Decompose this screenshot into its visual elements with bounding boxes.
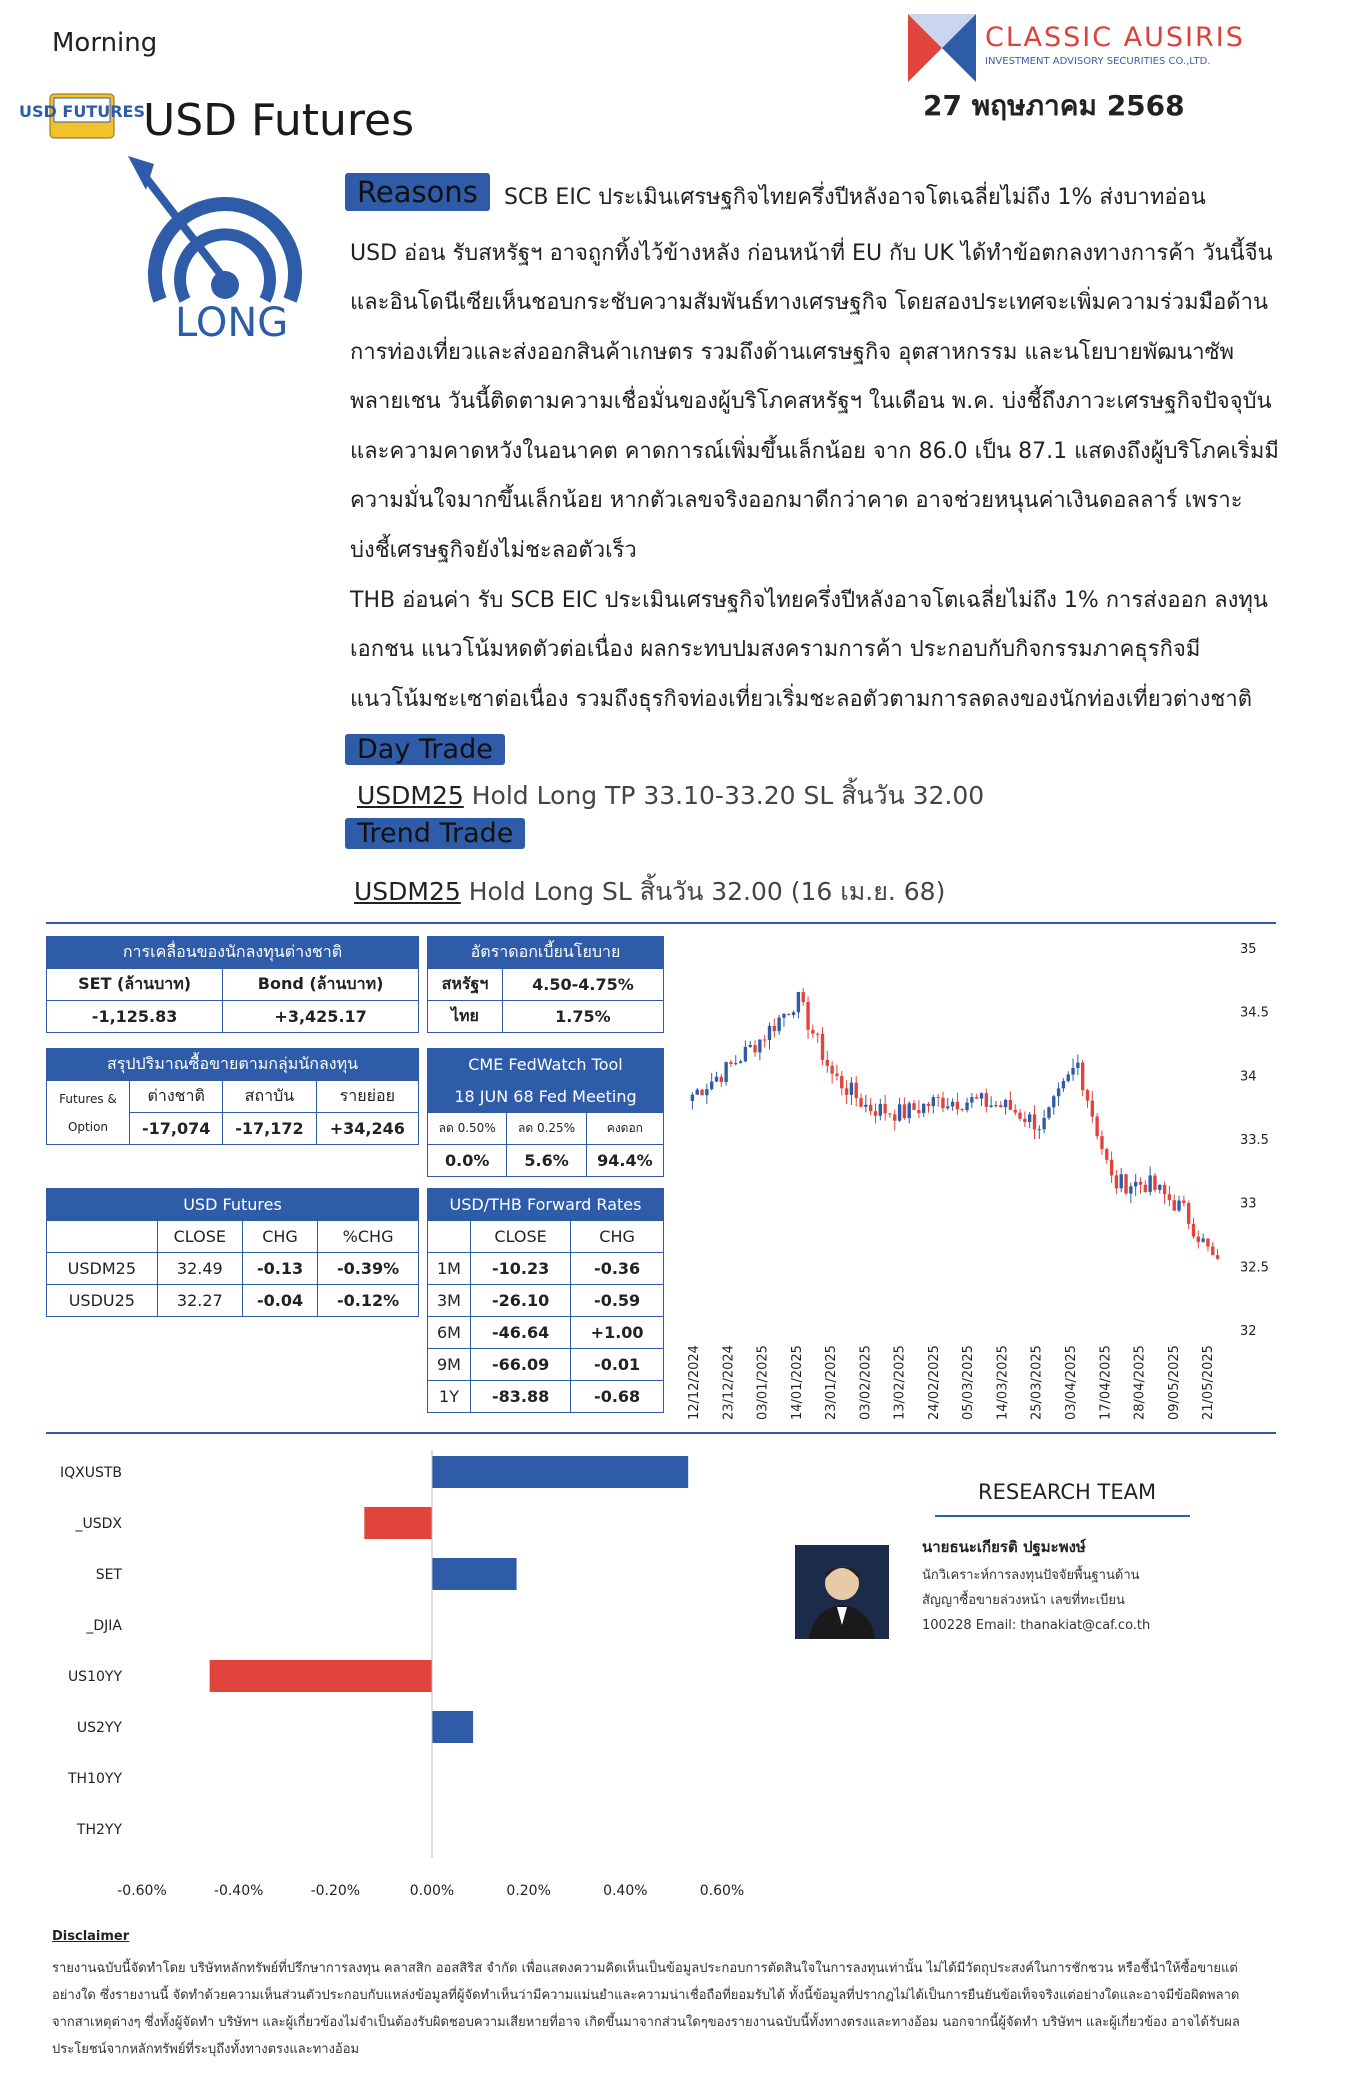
candle-body bbox=[1062, 1081, 1065, 1088]
investor-groups-row-label: Futures & Option bbox=[47, 1081, 130, 1145]
candle-body bbox=[753, 1045, 756, 1052]
foreign-flow-col2: Bond (ล้านบาท) bbox=[223, 969, 419, 1001]
bar bbox=[432, 1711, 473, 1743]
candle-body bbox=[729, 1062, 732, 1064]
analyst-avatar bbox=[795, 1545, 889, 1639]
candle-body bbox=[763, 1039, 766, 1040]
y-tick-label: 34 bbox=[1240, 1069, 1257, 1085]
x-tick-label: 0.40% bbox=[603, 1883, 648, 1899]
x-tick-label: -0.40% bbox=[213, 1883, 264, 1899]
candle-body bbox=[1071, 1068, 1074, 1075]
candle-body bbox=[859, 1098, 862, 1107]
candle-body bbox=[864, 1105, 867, 1107]
reason-line-8: บ่งชี้เศรษฐกิจยังไม่ชะลอตัวเร็ว bbox=[350, 538, 637, 563]
bar-category-label: SET bbox=[95, 1567, 122, 1583]
disclaimer-title: Disclaimer bbox=[52, 1929, 130, 1944]
candle-body bbox=[985, 1093, 988, 1107]
candle-body bbox=[710, 1082, 713, 1090]
candle-body bbox=[917, 1110, 920, 1113]
candle-body bbox=[1129, 1186, 1132, 1193]
forward-rates-table bbox=[427, 1188, 664, 1413]
forward-rates-tenor: 6M bbox=[428, 1317, 471, 1349]
usd-futures-chg: -0.13 bbox=[242, 1253, 317, 1285]
disclaimer-text: รายงานฉบับนี้จัดทำโดย บริษัทหลักทรัพย์ที่ปรึกษาการลงทุน คลาสสิก ออสสิริส จำกัด เพื่อแสดงความคิดเห็นเป็นข้อมูลประกอบการตัดสินใจในการลงทุนเท่านั้น ไม่ได้มีวัตถุประสงค์ในการชักชวน หรือชี้นำให้ซื้อขายแต่อย่างใด ซึ่งรายงานนี้ จัดทำด้วยความเห็นส่วนตัวประกอบกับแหล่งข้อมูลที่ผู้จัดทำเห็นว่ามีความแม่นยำและความน่าเชื่อถือที่ยอมรับได้ ทั้งนี้ข้อมูลที่ปรากฎไม่ได้เป็นการยืนยันข้อเท็จจริงแต่อย่างใดและอาจมีข้อผิดพลาดจากสาเหตุต่างๆ ซึ่งทั้งผู้จัดทำ บริษัทฯ และผู้เกี่ยวข้องไม่จำเป็นต้องรับผิดชอบความเสียหายที่อาจ เกิดขึ้นมาจากส่วนใดๆของรายงานฉบับนี้ทั้งทางตรงและทางอ้อม นอกจากนี้ผู้จัดทำ บริษัทฯ และผู้เกี่ยวข้อง อาจได้รับผลประโยชน์จากหลักทรัพย์ที่ระบุถึงทั้งทางตรงและทางอ้อม bbox=[52, 1961, 1240, 2057]
forward-rates-tenor: 3M bbox=[428, 1285, 471, 1317]
report-date: 27 พฤษภาคม 2568 bbox=[923, 89, 1185, 122]
fedwatch-meeting: 18 JUN 68 Fed Meeting bbox=[428, 1081, 664, 1113]
candle-body bbox=[1144, 1185, 1147, 1192]
forward-rates-close: -66.09 bbox=[470, 1349, 570, 1381]
research-team-underline bbox=[935, 1515, 1190, 1517]
candle-body bbox=[1216, 1255, 1219, 1259]
candle-body bbox=[1052, 1096, 1055, 1107]
x-tick-label: 03/01/2025 bbox=[755, 1345, 771, 1420]
forward-rates-chg: -0.36 bbox=[571, 1253, 664, 1285]
candle-body bbox=[691, 1095, 694, 1101]
candle-body bbox=[941, 1098, 944, 1109]
candle-body bbox=[1009, 1100, 1012, 1110]
investor-groups-value: +34,246 bbox=[316, 1113, 418, 1145]
usd-futures-pct: -0.39% bbox=[318, 1253, 419, 1285]
foreign-flow-title: การเคลื่อนของนักลงทุนต่างชาติ bbox=[47, 937, 419, 969]
forward-rates-close: -26.10 bbox=[470, 1285, 570, 1317]
badge-text: USD FUTURES bbox=[19, 102, 145, 121]
usd-futures-chg: -0.04 bbox=[242, 1285, 317, 1317]
policy-rate-title: อัตราดอกเบี้ยนโยบาย bbox=[428, 937, 664, 969]
candle-body bbox=[1139, 1182, 1142, 1185]
page-title: USD Futures bbox=[143, 95, 415, 146]
candle-body bbox=[932, 1097, 935, 1106]
candle-body bbox=[1028, 1114, 1031, 1122]
usd-futures-symbol: USDM25 bbox=[47, 1253, 158, 1285]
candle-body bbox=[821, 1034, 824, 1060]
candle-body bbox=[1153, 1175, 1156, 1189]
trend-trade-detail: Hold Long SL สิ้นวัน 32.00 (16 เม.ย. 68) bbox=[460, 877, 946, 906]
candle-body bbox=[1182, 1200, 1185, 1203]
candle-body bbox=[1081, 1063, 1084, 1090]
candle-body bbox=[816, 1034, 819, 1035]
y-tick-label: 34.5 bbox=[1240, 1005, 1269, 1021]
bar-category-label: IQXUSTB bbox=[59, 1465, 122, 1481]
divider-top bbox=[46, 922, 1276, 924]
candle-body bbox=[1201, 1238, 1204, 1241]
usdthb-price-chart bbox=[680, 930, 1280, 1435]
company-subtitle: INVESTMENT ADVISORY SECURITIES CO.,LTD. bbox=[985, 56, 1211, 67]
forward-rates-header: CLOSE bbox=[470, 1221, 570, 1253]
x-tick-label: 23/01/2025 bbox=[824, 1345, 840, 1420]
candle-body bbox=[912, 1103, 915, 1110]
x-tick-label: -0.20% bbox=[310, 1883, 361, 1899]
candle-body bbox=[826, 1060, 829, 1066]
forward-rates-chg: +1.00 bbox=[571, 1317, 664, 1349]
candle-body bbox=[1115, 1175, 1118, 1188]
investor-groups-header: รายย่อย bbox=[316, 1081, 418, 1113]
candle-body bbox=[720, 1077, 723, 1082]
forward-rates-close: -46.64 bbox=[470, 1317, 570, 1349]
candle-body bbox=[898, 1104, 901, 1120]
trend-trade-symbol: USDM25 bbox=[354, 877, 461, 906]
candle-body bbox=[1076, 1063, 1079, 1068]
candle-body bbox=[1120, 1174, 1123, 1188]
foreign-flow-val2: +3,425.17 bbox=[223, 1001, 419, 1033]
bar-category-label: TH2YY bbox=[76, 1822, 122, 1838]
candle-body bbox=[850, 1083, 853, 1095]
candle-body bbox=[1177, 1200, 1180, 1210]
bar-category-label: US2YY bbox=[76, 1720, 122, 1736]
analyst-position-2: สัญญาซื้อขายล่วงหน้า เลขที่ทะเบียน bbox=[922, 1593, 1125, 1608]
candle-body bbox=[855, 1083, 858, 1098]
fedwatch-title: CME FedWatch Tool bbox=[428, 1049, 664, 1081]
bar bbox=[210, 1660, 432, 1692]
fedwatch-header: คงดอก bbox=[586, 1113, 663, 1145]
candle-body bbox=[1134, 1182, 1137, 1187]
forward-rates-chg: -0.68 bbox=[571, 1381, 664, 1413]
policy-rate-table bbox=[427, 936, 664, 1033]
candle-body bbox=[989, 1105, 992, 1106]
trend-trade-line bbox=[354, 872, 945, 912]
candle-body bbox=[1086, 1090, 1089, 1101]
reason-line-2: USD อ่อน รับสหรัฐฯ อาจถูกทิ้งไว้ข้างหลัง ก่อนหน้าที่ EU กับ UK ได้ทำข้อตกลงทางการค้า วันนี้จีน bbox=[350, 241, 1273, 266]
reason-line-11: แนวโน้มชะเซาต่อเนื่อง รวมถึงธุรกิจท่องเที่ยวเริ่มชะลอตัวตามการลดลงของนักท่องเที่ยวต่างชาติ bbox=[350, 687, 1252, 712]
candle-body bbox=[830, 1066, 833, 1074]
candle-body bbox=[869, 1105, 872, 1111]
x-tick-label: 0.20% bbox=[506, 1883, 551, 1899]
x-tick-label: 05/03/2025 bbox=[961, 1345, 977, 1420]
session-label: Morning bbox=[52, 28, 158, 58]
candle-body bbox=[922, 1104, 925, 1113]
candle-body bbox=[936, 1097, 939, 1098]
analyst-position-3: 100228 Email: thanakiat@caf.co.th bbox=[922, 1618, 1151, 1633]
candle-body bbox=[1023, 1119, 1026, 1122]
forward-rates-close: -10.23 bbox=[470, 1253, 570, 1285]
reason-line-7: ความมั่นใจมากขึ้นเล็กน้อย หากตัวเลขจริงออกมาดีกว่าคาด อาจช่วยหนุนค่าเงินดอลลาร์ เพราะ bbox=[350, 488, 1243, 513]
foreign-flow-col1: SET (ล้านบาท) bbox=[47, 969, 223, 1001]
forward-rates-tenor: 9M bbox=[428, 1349, 471, 1381]
usd-futures-close: 32.27 bbox=[157, 1285, 242, 1317]
x-tick-label: 0.60% bbox=[699, 1883, 745, 1899]
x-tick-label: 24/02/2025 bbox=[926, 1345, 942, 1420]
usd-futures-title: USD Futures bbox=[47, 1189, 419, 1221]
reason-line-1: SCB EIC ประเมินเศรษฐกิจไทยครึ่งปีหลังอาจโตเฉลี่ยไม่ถึง 1% ส่งบาทอ่อน bbox=[504, 185, 1206, 210]
market-change-bar-chart bbox=[40, 1450, 760, 1910]
candle-body bbox=[874, 1111, 877, 1115]
candle-body bbox=[893, 1114, 896, 1120]
foreign-flow-table bbox=[46, 936, 419, 1033]
candle-body bbox=[1163, 1185, 1166, 1194]
candle-body bbox=[739, 1061, 742, 1063]
bar bbox=[364, 1507, 432, 1539]
fedwatch-table bbox=[427, 1048, 664, 1177]
policy-rate-country: สหรัฐฯ bbox=[428, 969, 503, 1001]
policy-rate-value: 4.50-4.75% bbox=[502, 969, 663, 1001]
candle-body bbox=[802, 992, 805, 1002]
trend-trade-tag: Trend Trade bbox=[345, 818, 525, 849]
x-tick-label: -0.60% bbox=[117, 1883, 167, 1899]
candle-body bbox=[1042, 1118, 1045, 1129]
usd-futures-header bbox=[47, 1221, 158, 1253]
usd-futures-symbol: USDU25 bbox=[47, 1285, 158, 1317]
candle-body bbox=[1197, 1237, 1200, 1242]
candle-body bbox=[1124, 1174, 1127, 1193]
candle-body bbox=[758, 1039, 761, 1052]
fedwatch-value: 0.0% bbox=[428, 1145, 507, 1177]
policy-rate-country: ไทย bbox=[428, 1001, 503, 1033]
candle-body bbox=[1173, 1200, 1176, 1211]
reason-line-6: และความคาดหวังในอนาคต คาดการณ์เพิ่มขึ้นเล็กน้อย จาก 86.0 เป็น 87.1 แสดงถึงผู้บริโภคเริ่มมี bbox=[350, 439, 1279, 464]
candle-body bbox=[1100, 1136, 1103, 1149]
candle-body bbox=[999, 1105, 1002, 1107]
reason-line-4: การท่องเที่ยวและส่งออกสินค้าเกษตร รวมถึงด้านเศรษฐกิจ อุตสาหกรรม และนโยบายพัฒนาซัพ bbox=[350, 340, 1235, 365]
analyst-name: นายธนะเกียรติ ปฐมะพงษ์ bbox=[922, 1538, 1086, 1556]
candle-body bbox=[1047, 1107, 1050, 1118]
candle-body bbox=[700, 1090, 703, 1096]
bar-category-label: TH10YY bbox=[68, 1771, 122, 1787]
candle-body bbox=[696, 1090, 699, 1095]
forward-rates-title: USD/THB Forward Rates bbox=[428, 1189, 664, 1221]
candle-body bbox=[1168, 1194, 1171, 1200]
usd-futures-pct: -0.12% bbox=[318, 1285, 419, 1317]
reason-line-9: THB อ่อนค่า รับ SCB EIC ประเมินเศรษฐกิจไทยครึ่งปีหลังอาจโตเฉลี่ยไม่ถึง 1% การส่งออก ลงทุน bbox=[350, 588, 1268, 613]
forward-rates-tenor: 1M bbox=[428, 1253, 471, 1285]
y-tick-label: 32 bbox=[1240, 1324, 1257, 1339]
reason-line-10: เอกชน แนวโน้มหดตัวต่อเนื่อง ผลกระทบปมสงครามการค้า ประกอบกับกิจกรรมภาคธุรกิจมี bbox=[350, 637, 1201, 662]
candle-body bbox=[724, 1062, 727, 1082]
candle-body bbox=[1038, 1129, 1041, 1130]
candle-body bbox=[845, 1088, 848, 1095]
x-tick-label: 14/03/2025 bbox=[995, 1345, 1011, 1420]
candle-body bbox=[1057, 1088, 1060, 1096]
candle-body bbox=[961, 1109, 964, 1110]
reason-line-5: พลายเชน วันนี้ติดตามความเชื่อมั่นของผู้บริโภคสหรัฐฯ ในเดือน พ.ค. บ่งชี้ถึงภาวะเศรษฐกิจปัจจุบัน bbox=[350, 389, 1272, 414]
usd-futures-badge bbox=[19, 92, 145, 140]
y-tick-label: 35 bbox=[1240, 942, 1257, 957]
candle-body bbox=[965, 1103, 968, 1110]
candle-body bbox=[994, 1105, 997, 1106]
candle-body bbox=[840, 1076, 843, 1088]
investor-groups-value: -17,172 bbox=[223, 1113, 316, 1145]
x-tick-label: 03/04/2025 bbox=[1064, 1345, 1080, 1420]
foreign-flow-val1: -1,125.83 bbox=[47, 1001, 223, 1033]
analyst-position-1: นักวิเคราะห์การลงทุนปัจจัยพื้นฐานด้าน bbox=[922, 1568, 1140, 1583]
investor-groups-header: สถาบัน bbox=[223, 1081, 316, 1113]
candle-body bbox=[806, 1002, 809, 1030]
fedwatch-value: 94.4% bbox=[586, 1145, 663, 1177]
candle-body bbox=[1004, 1100, 1007, 1107]
usd-futures-table bbox=[46, 1188, 419, 1317]
x-tick-label: 12/12/2024 bbox=[687, 1345, 702, 1420]
x-tick-label: 28/04/2025 bbox=[1132, 1345, 1148, 1420]
candle-body bbox=[1091, 1101, 1094, 1117]
forward-rates-header: CHG bbox=[571, 1221, 664, 1253]
bar-category-label: _DJIA bbox=[86, 1618, 122, 1634]
usd-futures-close: 32.49 bbox=[157, 1253, 242, 1285]
x-tick-label: 14/01/2025 bbox=[789, 1345, 805, 1420]
candle-body bbox=[1105, 1149, 1108, 1160]
candle-body bbox=[749, 1045, 752, 1047]
candle-body bbox=[1187, 1203, 1190, 1224]
candle-body bbox=[734, 1063, 737, 1064]
candle-body bbox=[927, 1104, 930, 1106]
candle-body bbox=[970, 1097, 973, 1102]
company-name: CLASSIC AUSIRIS bbox=[985, 22, 1245, 53]
usd-futures-header: %CHG bbox=[318, 1221, 419, 1253]
candle-body bbox=[946, 1106, 949, 1108]
candle-body bbox=[797, 992, 800, 1012]
candle-body bbox=[980, 1093, 983, 1098]
candle-body bbox=[879, 1104, 882, 1116]
stance-label: LONG bbox=[175, 300, 289, 346]
forward-rates-chg: -0.01 bbox=[571, 1349, 664, 1381]
candle-body bbox=[956, 1102, 959, 1109]
candle-body bbox=[1014, 1110, 1017, 1113]
candle-body bbox=[908, 1103, 911, 1118]
candle-body bbox=[744, 1047, 747, 1062]
x-tick-label: 03/02/2025 bbox=[858, 1345, 874, 1420]
company-logo-icon bbox=[908, 14, 976, 82]
day-trade-tag: Day Trade bbox=[345, 734, 505, 765]
day-trade-line bbox=[357, 776, 984, 816]
x-tick-label: 13/02/2025 bbox=[892, 1345, 908, 1420]
x-tick-label: 25/03/2025 bbox=[1029, 1345, 1045, 1420]
candle-body bbox=[1211, 1247, 1214, 1256]
candle-body bbox=[768, 1026, 771, 1040]
investor-groups-title: สรุปปริมาณซื้อขายตามกลุ่มนักลงทุน bbox=[47, 1049, 419, 1081]
candle-body bbox=[835, 1074, 838, 1076]
research-team-title: RESEARCH TEAM bbox=[978, 1480, 1157, 1504]
investor-groups-value: -17,074 bbox=[130, 1113, 223, 1145]
candle-body bbox=[975, 1097, 978, 1098]
candle-body bbox=[1192, 1224, 1195, 1237]
fedwatch-header: ลด 0.50% bbox=[428, 1113, 507, 1145]
bar-category-label: _USDX bbox=[75, 1516, 122, 1532]
day-trade-symbol: USDM25 bbox=[357, 781, 464, 810]
candle-body bbox=[1033, 1114, 1036, 1129]
usd-futures-header: CHG bbox=[242, 1221, 317, 1253]
reasons-tag: Reasons bbox=[345, 173, 490, 211]
x-tick-label: 17/04/2025 bbox=[1098, 1345, 1114, 1420]
y-tick-label: 33.5 bbox=[1240, 1133, 1269, 1148]
bar bbox=[432, 1456, 688, 1488]
fedwatch-value: 5.6% bbox=[507, 1145, 586, 1177]
investor-groups-table bbox=[46, 1048, 419, 1145]
forward-rates-tenor: 1Y bbox=[428, 1381, 471, 1413]
y-tick-label: 32.5 bbox=[1240, 1260, 1269, 1276]
candle-body bbox=[787, 1014, 790, 1015]
x-tick-label: 0.00% bbox=[409, 1883, 455, 1899]
x-tick-label: 21/05/2025 bbox=[1201, 1345, 1217, 1420]
forward-rates-header bbox=[428, 1221, 471, 1253]
bar bbox=[432, 1558, 517, 1590]
investor-groups-header: ต่างชาติ bbox=[130, 1081, 223, 1113]
usd-futures-header: CLOSE bbox=[157, 1221, 242, 1253]
candle-body bbox=[782, 1014, 785, 1018]
forward-rates-chg: -0.59 bbox=[571, 1285, 664, 1317]
y-tick-label: 33 bbox=[1240, 1196, 1257, 1212]
divider-mid bbox=[46, 1432, 1276, 1434]
candle-body bbox=[811, 1030, 814, 1034]
x-tick-label: 23/12/2024 bbox=[721, 1345, 737, 1420]
candle-body bbox=[883, 1104, 886, 1113]
fedwatch-header: ลด 0.25% bbox=[507, 1113, 586, 1145]
day-trade-detail: Hold Long TP 33.10-33.20 SL สิ้นวัน 32.00 bbox=[463, 781, 985, 810]
candle-body bbox=[777, 1018, 780, 1031]
candle-body bbox=[903, 1104, 906, 1118]
candle-body bbox=[951, 1102, 954, 1107]
candle-body bbox=[888, 1113, 891, 1114]
reason-line-3: และอินโดนีเซียเห็นชอบกระชับความสัมพันธ์ทางเศรษฐกิจ โดยสองประเทศจะเพิ่มความร่วมมือด้าน bbox=[350, 290, 1268, 315]
candle-body bbox=[1158, 1185, 1161, 1190]
candle-body bbox=[773, 1026, 776, 1031]
forward-rates-close: -83.88 bbox=[470, 1381, 570, 1413]
analyst-position bbox=[922, 1563, 1182, 1638]
candle-body bbox=[792, 1012, 795, 1015]
candle-body bbox=[715, 1077, 718, 1082]
candle-body bbox=[705, 1089, 708, 1095]
bar-category-label: US10YY bbox=[67, 1669, 122, 1685]
candle-body bbox=[1018, 1113, 1021, 1119]
candle-body bbox=[1110, 1160, 1113, 1176]
candle-body bbox=[1067, 1074, 1070, 1080]
candle-body bbox=[1148, 1175, 1151, 1191]
candle-body bbox=[1095, 1117, 1098, 1137]
x-tick-label: 09/05/2025 bbox=[1166, 1345, 1182, 1420]
policy-rate-value: 1.75% bbox=[502, 1001, 663, 1033]
candle-body bbox=[1206, 1238, 1209, 1246]
